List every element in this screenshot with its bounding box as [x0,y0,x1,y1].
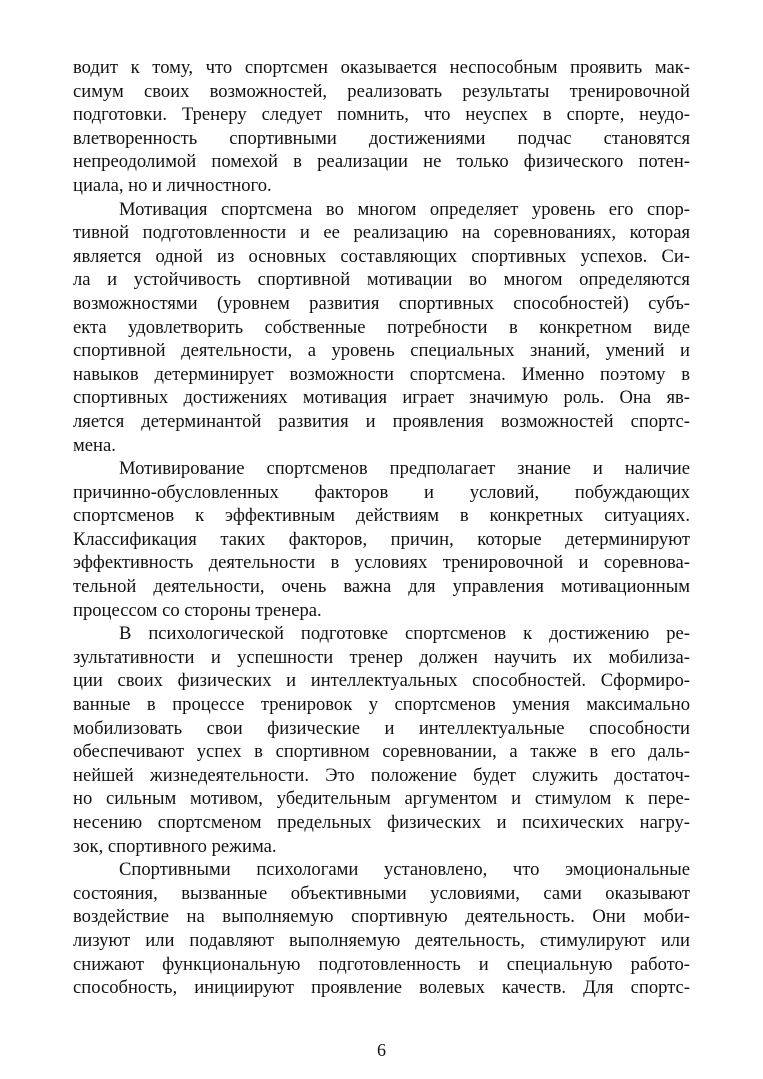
text-line: способность, инициируют проявление волевых качеств. Для спортс- [73,977,690,999]
text-line: состояния, вызванные объективными условиями, сами оказывают [73,882,690,904]
text-line: В психологической подготовке спортсменов к достижению ре- [119,623,690,645]
text-line: зультативности и успешности тренер должен научить их мобилиза- [73,646,690,668]
text-line: причинно-обусловленных факторов и условий, побуждающих [73,481,690,503]
text-line: Мотивация спортсмена во многом определяет уровень его спор- [119,198,690,220]
text-line: непреодолимой помехой в реализации не только физического потен- [73,151,690,173]
text-line: спортивных достижениях мотивация играет значимую роль. Она яв- [73,387,690,409]
text-line: ляется детерминантой развития и проявления возможностей спортс- [73,410,690,432]
text-line: эффективность деятельности в условиях тренировочной и соревнова- [73,552,690,574]
text-line: мена. [73,434,116,456]
text-line: процессом со стороны тренера. [73,599,322,621]
text-line: лизуют или подавляют выполняемую деятельность, стимулируют или [73,929,690,951]
text-line: ла и устойчивость спортивной мотивации во многом определяются [73,269,690,291]
text-line: тивной подготовленности и ее реализацию на соревнованиях, которая [73,222,690,244]
text-line: навыков детерминирует возможности спортсмена. Именно поэтому в [73,363,690,385]
text-line: Мотивирование спортсменов предполагает знание и наличие [119,458,690,480]
paragraph [73,457,690,622]
text-line: подготовки. Тренеру следует помнить, что неуспех в спорте, неудо- [73,104,690,126]
text-line: спортивной деятельности, а уровень специальных знаний, умений и [73,340,690,362]
text-line: симум своих возможностей, реализовать результаты тренировочной [73,80,690,102]
text-line: тельной деятельности, очень важна для управления мотивационным [73,576,690,598]
paragraph [73,198,690,458]
page-number: 6 [377,1040,386,1060]
text-line: возможностями (уровнем развития спортивных способностей) субъ- [73,292,690,314]
text-line: Классификация таких факторов, причин, которые детерминируют [73,528,690,550]
text-line: спортсменов к эффективным действиям в конкретных ситуациях. [73,505,690,527]
paragraph [73,622,690,858]
text-line: воздействие на выполняемую спортивную деятельность. Они моби- [73,906,690,928]
text-line: несению спортсменом предельных физических и психических нагру- [73,812,690,833]
document-page [73,0,690,1079]
text-line: влетворенность спортивными достижениями подчас становятся [73,127,690,149]
text-line: нейшей жизнедеятельности. Это положение будет служить достаточ- [73,764,690,786]
text-line: является одной из основных составляющих спортивных успехов. Си- [73,245,690,267]
text-line: ванные в процессе тренировок у спортсменов умения максимально [73,694,690,716]
paragraph [73,858,690,1000]
body-text [73,56,690,1000]
text-line: ции своих физических и интеллектуальных способностей. Сформиро- [73,670,690,692]
text-line: циала, но и личностного. [73,174,272,196]
text-line: снижают функциональную подготовленность и специальную работо- [73,953,690,975]
text-line: зок, спортивного режима. [73,835,277,857]
text-line: Спортивными психологами установлено, что эмоциональные [119,859,690,881]
text-line: мобилизовать свои физические и интеллектуальные способности [73,717,690,739]
text-line: обеспечивают успех в спортивном соревновании, а также в его даль- [73,741,690,763]
text-line: но сильным мотивом, убедительным аргументом и стимулом к пере- [73,788,690,810]
text-line: екта удовлетворить собственные потребности в конкретном виде [73,316,690,338]
text-line: водит к тому, что спортсмен оказывается неспособным проявить мак- [73,57,690,78]
paragraph [73,56,690,198]
